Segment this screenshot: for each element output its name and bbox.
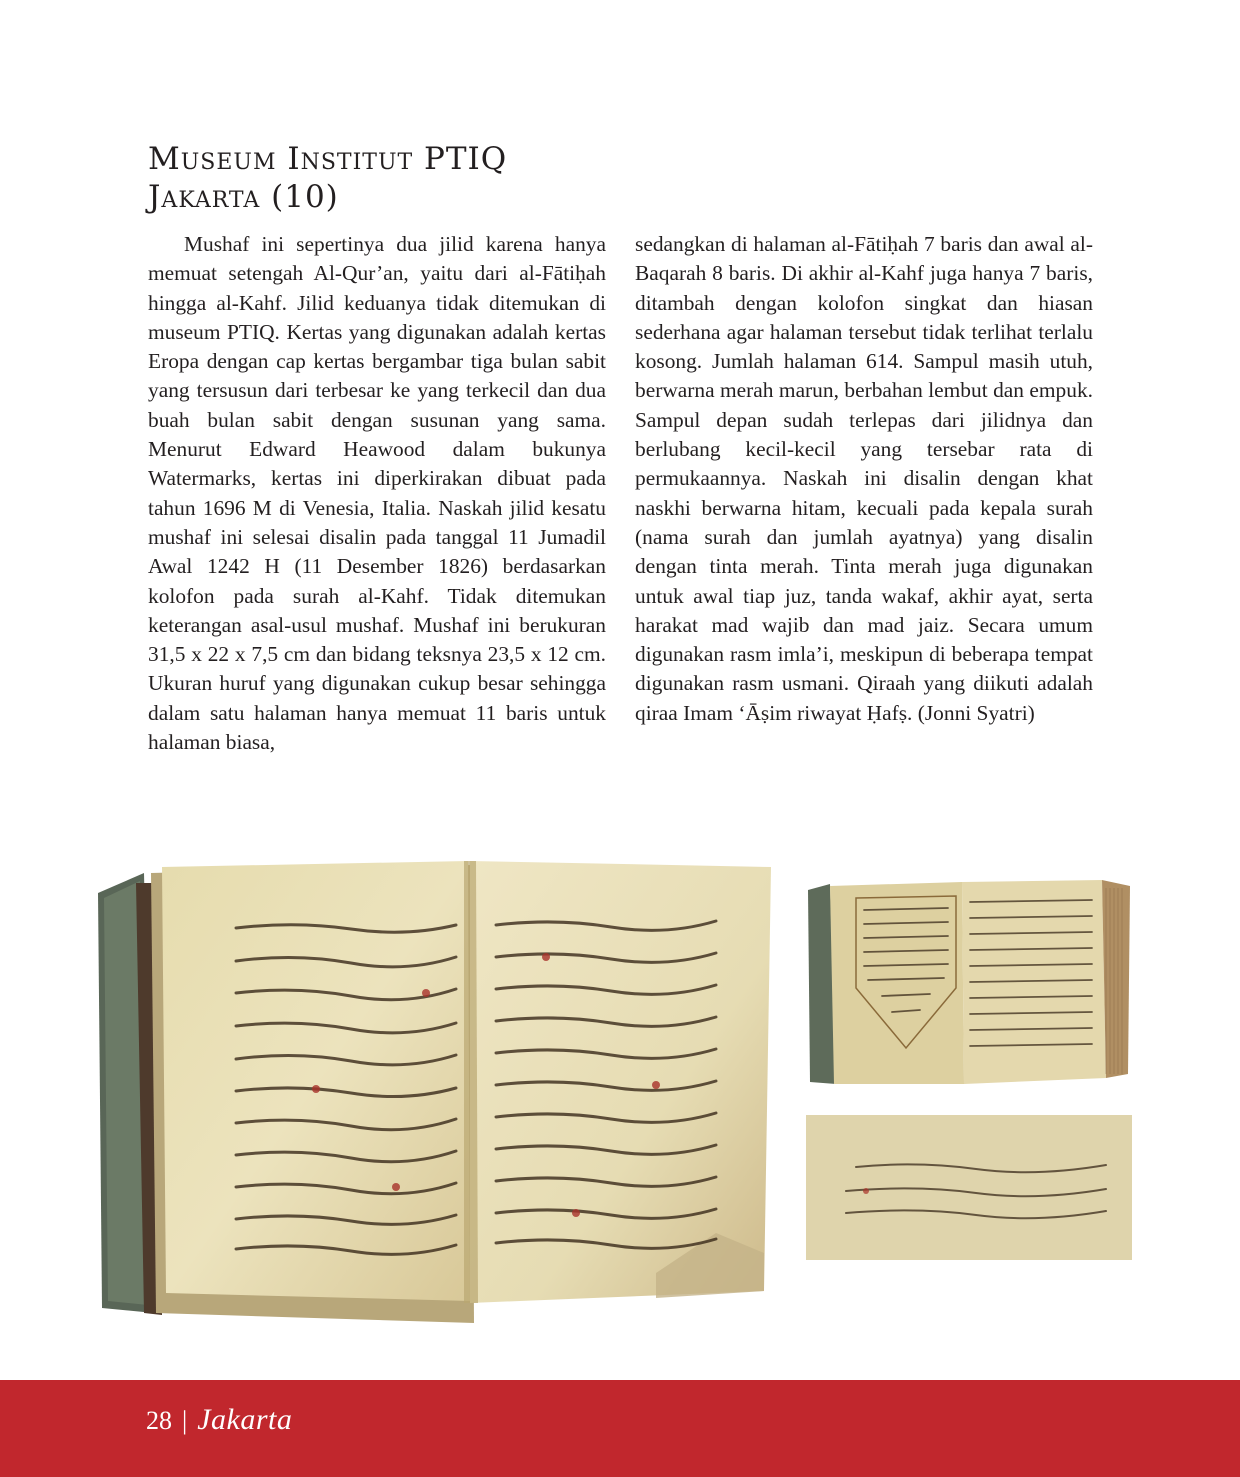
body-column-left (148, 230, 606, 757)
body-paragraph-right: sedangkan di halaman al-Fātiḥah 7 baris dan awal al-Baqarah 8 baris. Di akhir al-Kahf juga hanya 7 baris, ditambah dengan kolofon singkat dan hiasan sederhana agar halaman tersebut tidak terlihat terlalu kosong. Jumlah halaman 614. Sampul masih utuh, berwarna merah marun, berbahan lembut dan empuk. Sampul depan sudah terlepas dari jilidnya dan berlubang kecil-kecil yang tersebar rata di permukaannya. Naskah ini disalin dengan khat naskhi berwarna hitam, kecuali pada kepala surah (nama surah dan jumlah ayatnya) yang disalin dengan tinta merah. Tinta merah juga digunakan untuk awal tiap juz, tanda wakaf, akhir ayat, serta harakat mad wajib dan mad jaiz. Secara umum digunakan rasm imla’i, meskipun di beberapa tempat digunakan rasm usmani. Qiraah yang diikuti adalah qiraa Imam ‘Āṣim riwayat Ḥafṣ. (Jonni Syatri) (635, 232, 1093, 725)
body-column-right (635, 230, 1093, 728)
page-title-line-2: Jakarta (10) (148, 179, 339, 215)
manuscript-open-photo (96, 853, 776, 1323)
manuscript-illumination-photo (806, 878, 1132, 1088)
footer (146, 1403, 292, 1438)
section-name: Jakarta (197, 1403, 293, 1436)
page-number: 28 (146, 1406, 172, 1435)
page-title-line-1: Museum Institut PTIQ (148, 141, 508, 177)
manuscript-colophon-photo (806, 1115, 1132, 1260)
footer-separator: | (182, 1406, 188, 1435)
page-title (148, 140, 608, 216)
body-paragraph-left: Mushaf ini sepertinya dua jilid karena hanya memuat setengah Al-Qur’an, yaitu dari al-Fātiḥah hingga al-Kahf. Jilid keduanya tidak ditemukan di museum PTIQ. Kertas yang digunakan adalah kertas Eropa dengan cap kertas bergambar tiga bulan sabit yang tersusun dari terbesar ke yang terkecil dan dua buah bulan sabit dengan susunan yang sama. Menurut Edward Heawood dalam bukunya Watermarks, kertas ini diperkirakan dibuat pada tahun 1696 M di Venesia, Italia. Naskah jilid kesatu mushaf ini selesai disalin pada tanggal 11 Jumadil Awal 1242 H (11 Desember 1826) berdasarkan kolofon pada surah al-Kahf. Tidak ditemukan keterangan asal-usul mushaf. Mushaf ini berukuran 31,5 x 22 x 7,5 cm dan bidang teksnya 23,5 x 12 cm. Ukuran huruf yang digunakan cukup besar sehingga dalam satu halaman hanya memuat 11 baris untuk halaman biasa, (148, 232, 606, 755)
